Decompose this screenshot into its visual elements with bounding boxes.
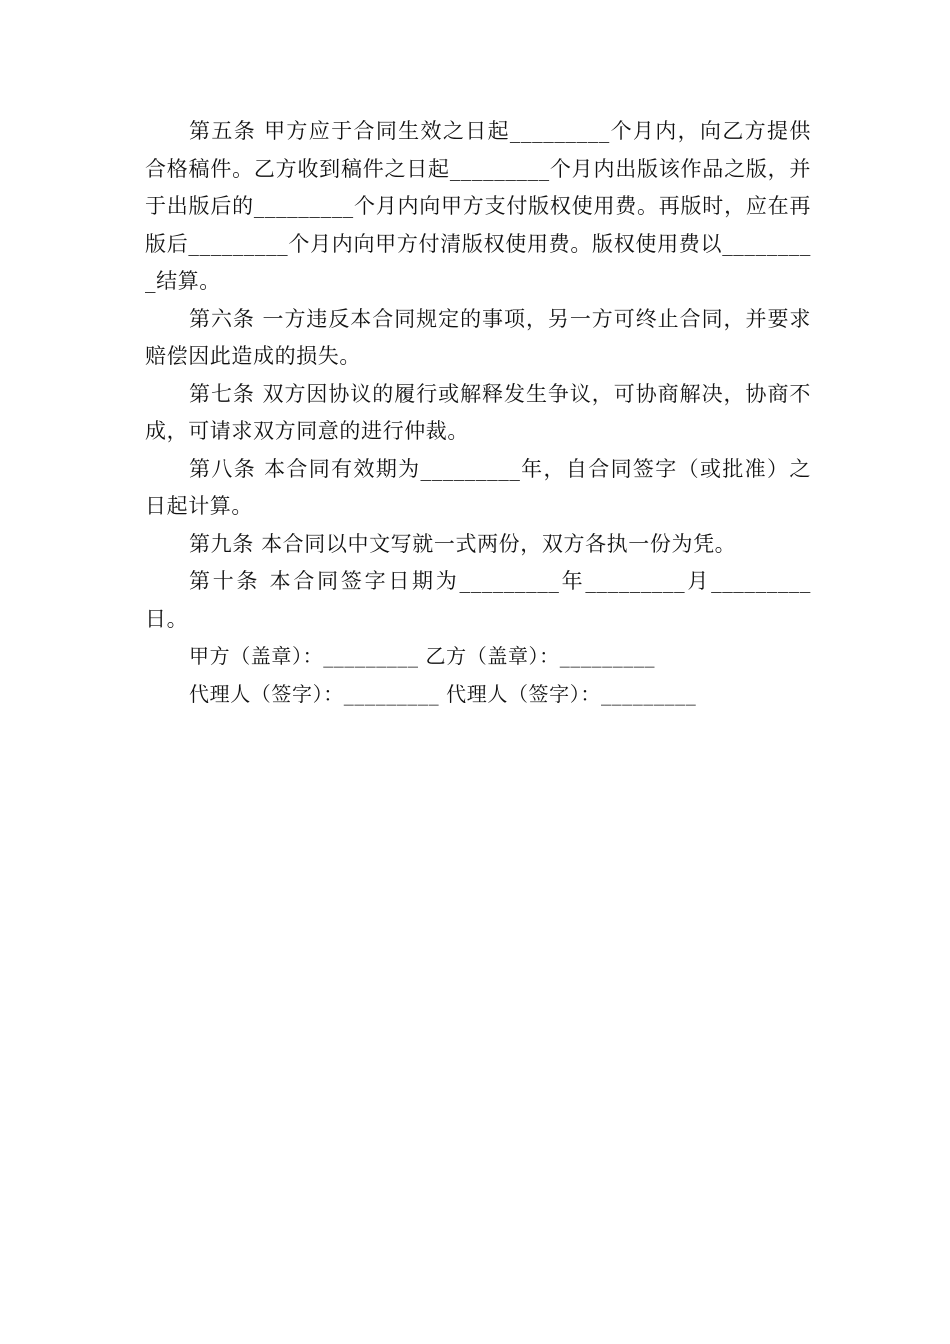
agent-signature-line: 代理人（签字）：_________ 代理人（签字）：_________ [189, 681, 697, 706]
party-seal-line: 甲方（盖章）：_________ 乙方（盖章）：_________ [189, 644, 656, 668]
article-9: 第九条 本合同以中文写就一式两份，双方各执一份为凭。 [189, 531, 737, 556]
article-7: 第七条 双方因协议的履行或解释发生争议，可协商解决，协商不成，可请求双方同意的进行仲裁。 [145, 381, 811, 443]
article-8: 第八条 本合同有效期为_________年，自合同签字（或批准）之日起计算。 [145, 456, 811, 518]
contract-body [145, 113, 811, 713]
article-5: 第五条 甲方应于合同生效之日起_________个月内，向乙方提供合格稿件。乙方收到稿件之日起_________个月内出版该作品之版，并于出版后的_________个月内向甲方支付版权使用费。再版时，应在再版后_________个月内向甲方付清版权使用费。版权使用费以_________结算。 [145, 119, 811, 293]
article-6: 第六条 一方违反本合同规定的事项，另一方可终止合同，并要求赔偿因此造成的损失。 [145, 306, 811, 368]
article-10: 第十条 本合同签字日期为_________年_________月_________日。 [145, 569, 811, 631]
